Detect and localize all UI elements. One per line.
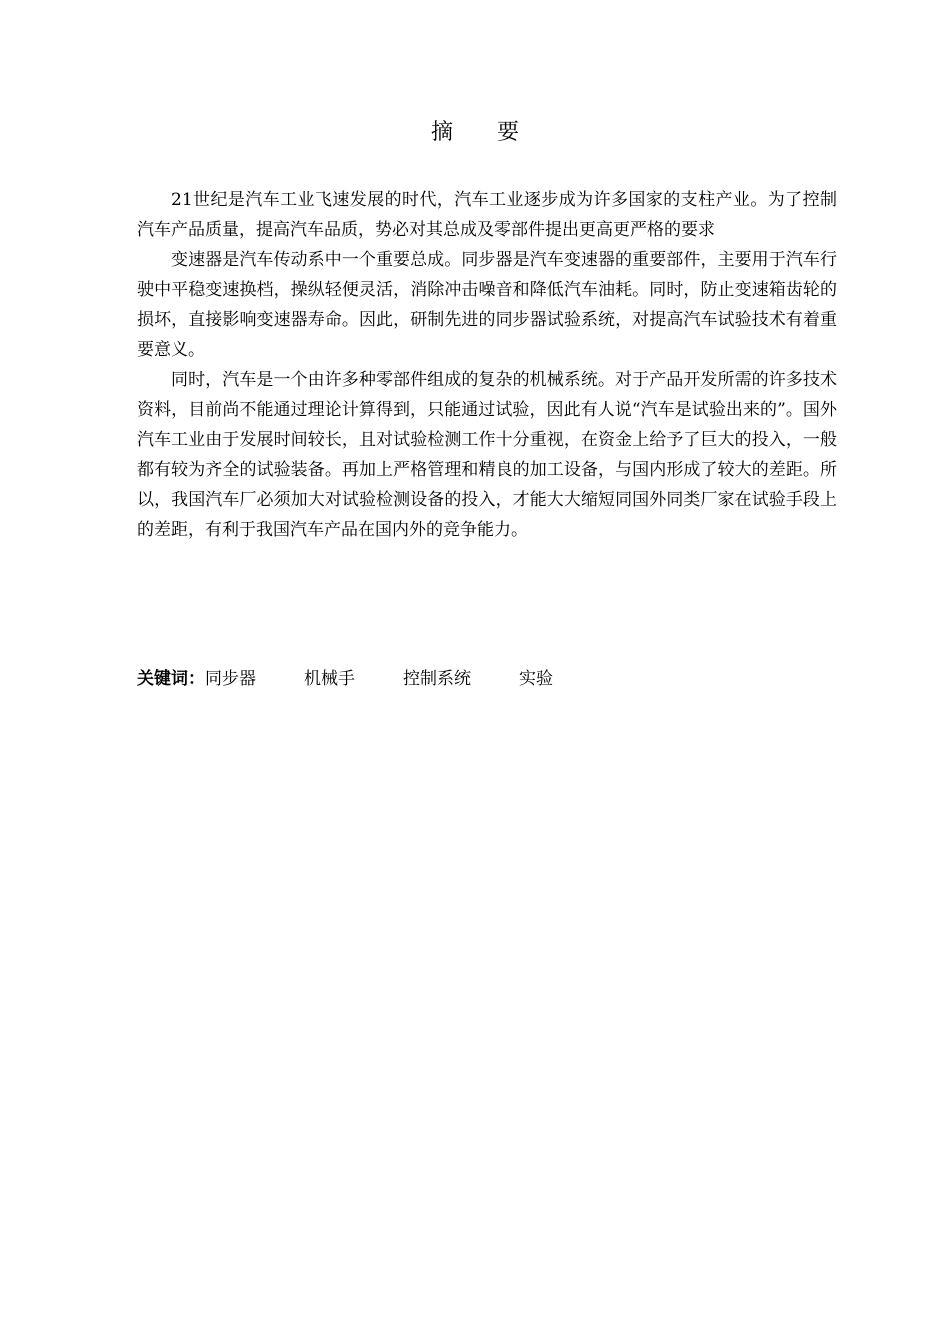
keyword-item: 实验 bbox=[519, 669, 553, 689]
abstract-title bbox=[0, 117, 950, 149]
abstract-paragraph-1: 21世纪是汽车工业飞速发展的时代，汽车工业逐步成为许多国家的支柱产业。为了控制汽车产品质量，提高汽车品质，势必对其总成及零部件提出更高更严格的要求 bbox=[137, 190, 837, 240]
keyword-item: 控制系统 bbox=[403, 669, 471, 689]
keyword-item: 同步器 bbox=[205, 669, 256, 689]
keyword-item: 机械手 bbox=[304, 669, 355, 689]
abstract-title-char-2: 要 bbox=[497, 120, 520, 145]
abstract-body bbox=[137, 185, 837, 545]
abstract-title-char-1: 摘 bbox=[430, 120, 453, 145]
keywords-label: 关键词： bbox=[137, 669, 205, 689]
keywords-line bbox=[137, 664, 837, 694]
abstract-paragraph-2: 变速器是汽车传动系中一个重要总成。同步器是汽车变速器的重要部件，主要用于汽车行驶中平稳变速换档，操纵轻便灵活，消除冲击噪音和降低汽车油耗。同时，防止变速箱齿轮的损坏，直接影响变速器寿命。因此，研制先进的同步器试验系统，对提高汽车试验技术有着重要意义。 bbox=[137, 250, 837, 360]
abstract-paragraph-3: 同时，汽车是一个由许多种零部件组成的复杂的机械系统。对于产品开发所需的许多技术资料，目前尚不能通过理论计算得到，只能通过试验，因此有人说“汽车是试验出来的”。国外汽车工业由于发展时间较长，且对试验检测工作十分重视，在资金上给予了巨大的投入，一般都有较为齐全的试验装备。再加上严格管理和精良的加工设备，与国内形成了较大的差距。所以，我国汽车厂必须加大对试验检测设备的投入，才能大大缩短同国外同类厂家在试验手段上的差距，有利于我国汽车产品在国内外的竞争能力。 bbox=[137, 370, 837, 540]
